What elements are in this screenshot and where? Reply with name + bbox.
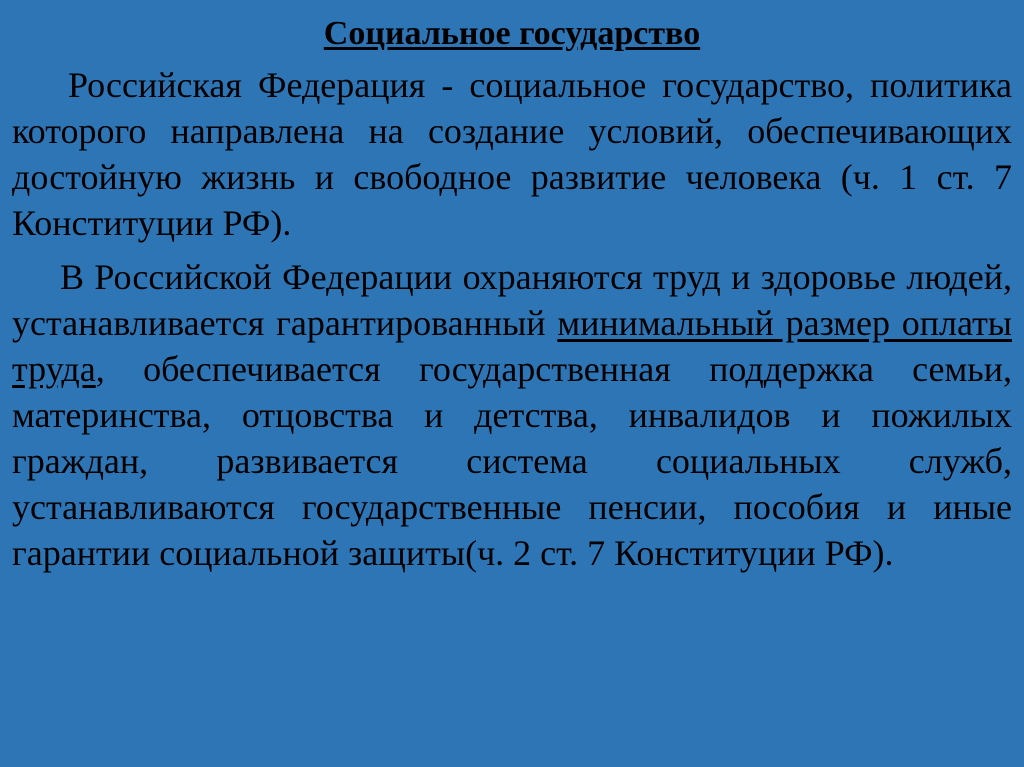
slide-title: Социальное государство (323, 15, 701, 52)
paragraph-social-guarantees (12, 254, 1012, 576)
paragraph-text-before: В Российской Федерации охраняются труд и здоровье людей, устанавливается гарантированный (12, 257, 1012, 343)
minimum-wage-link-text: минимальный размер оплаты труда (12, 303, 1012, 389)
paragraph-social-state-definition: Российская Федерация - социальное государство, политика которого направлена на создание условий, обеспечивающих достойную жизнь и свободное развитие человека (ч. 1 ст. 7 Конституции РФ). (12, 65, 1012, 243)
paragraph-text-after: , обеспечивается государственная поддержка семьи, материнства, отцовства и детства, инвалидов и пожилых граждан, развивается система социальных служб, устанавливаются государственные пенсии, пособия и иные гарантии социальной защиты(ч. 2 ст. 7 Конституции РФ). (12, 349, 1012, 573)
